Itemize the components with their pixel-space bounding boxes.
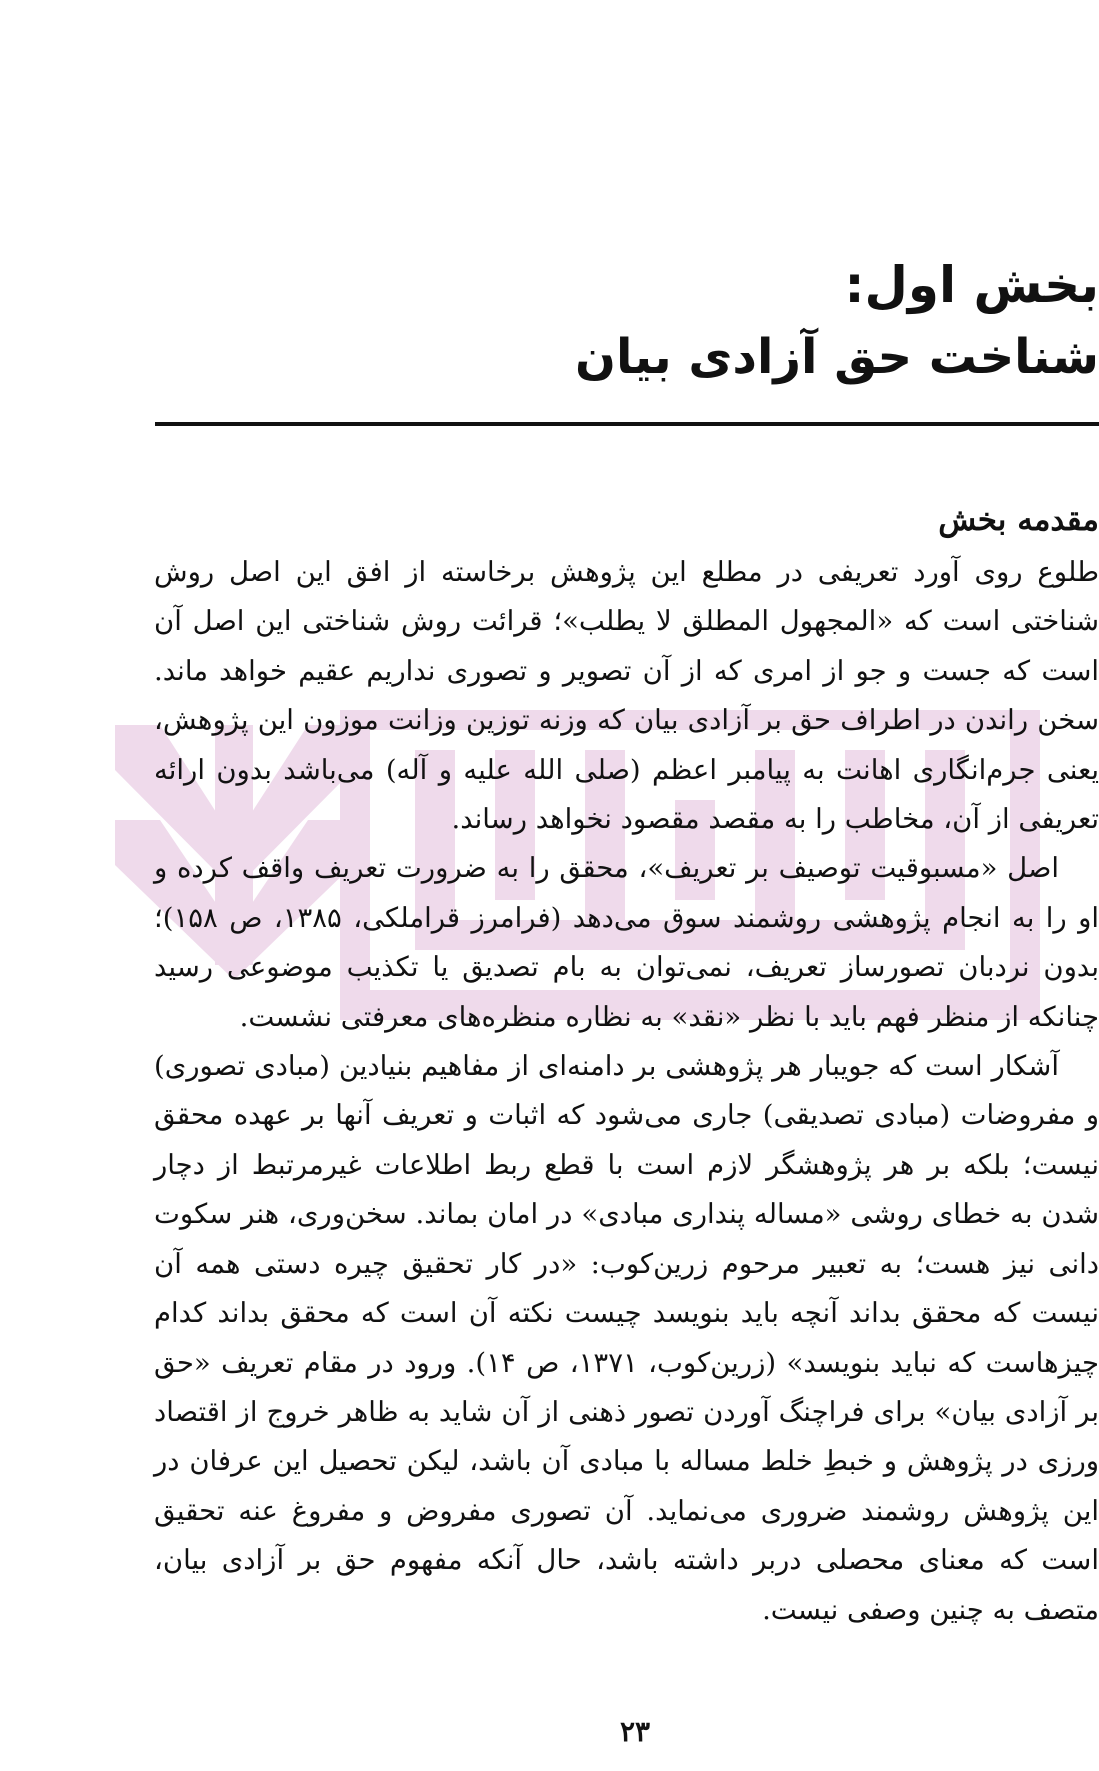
part-title: شناخت حق آزادی بیان	[575, 329, 1099, 385]
paragraph: اصل «مسبوقیت توصیف بر تعریف»، محقق را به ضرورت تعریف واقف کرده و او را به انجام پژوهشی روشمند سوق می‌دهد (فرامرز قراملکی، ۱۳۸۵، ص ۱۵۸)؛ بدون نردبان تصورساز تعریف، نمی‌توان به بام تصدیق یا تکذیب موضوعی رسید چنانکه از منظر فهم باید با نظر «نقد» به نظاره منظره‌های معرفتی نشست.	[154, 852, 1099, 1033]
page-number: ۲۳	[619, 1715, 651, 1748]
part-label: بخش اول:	[844, 256, 1099, 314]
paragraph: آشکار است که جویبار هر پژوهشی بر دامنه‌ای از مفاهیم بنیادین (مبادی تصوری) و مفروضات (مبادی تصدیقی) جاری می‌شود که اثبات و تعریف آنها بر عهده محقق نیست؛ بلکه بر هر پژوهشگر لازم است با قطع ربط اطلاعات غیرمرتبط از دچار شدن به خطای روشی «مساله پنداری مبادی» در امان بماند. سخن‌وری، هنر سکوت دانی نیز هست؛ به تعبیر مرحوم زرین‌کوب: «در کار تحقیق چیره دستی همه آن نیست که محقق بداند آنچه باید بنویسد چیست نکته آن است که محقق بداند کدام چیزهاست که نباید بنویسد» (زرین‌کوب، ۱۳۷۱، ص ۱۴). ورود در مقام تعریف «حق بر آزادی بیان» برای فراچنگ آوردن تصور ذهنی از آن شاید به ظاهر خروج از اقتصاد ورزی در پژوهش و خبطِ خلط مساله با مبادی آن باشد، لیکن تحصیل این عرفان در این پژوهش روشمند ضروری می‌نماید. آن تصوری مفروض و مفروغ عنه تحقیق است که معنای محصلی دربر داشته باشد، حال آنکه مفهوم حق بر آزادی بیان، متصف به چنین وصفی نیست.	[154, 1050, 1099, 1626]
body-text	[154, 548, 1099, 1635]
paragraph: طلوع روی آورد تعریفی در مطلع این پژوهش برخاسته از افق این اصل روش شناختی است که «المجهول المطلق لا یطلب»؛ قرائت روش شناختی این اصل آن است که جست و جو از امری که از آن تصویر و تصوری نداریم عقیم خواهد ماند. سخن راندن در اطراف حق بر آزادی بیان که وزنه توزین وزانت موزون این پژوهش، یعنی جرم‌انگاری اهانت به پیامبر اعظم (صلی الله علیه و آله) می‌باشد بدون ارائه تعریفی از آن، مخاطب را به مقصد مقصود نخواهد رساند.	[154, 556, 1099, 836]
title-divider	[155, 422, 1099, 426]
section-heading: مقدمه بخش	[938, 502, 1099, 538]
